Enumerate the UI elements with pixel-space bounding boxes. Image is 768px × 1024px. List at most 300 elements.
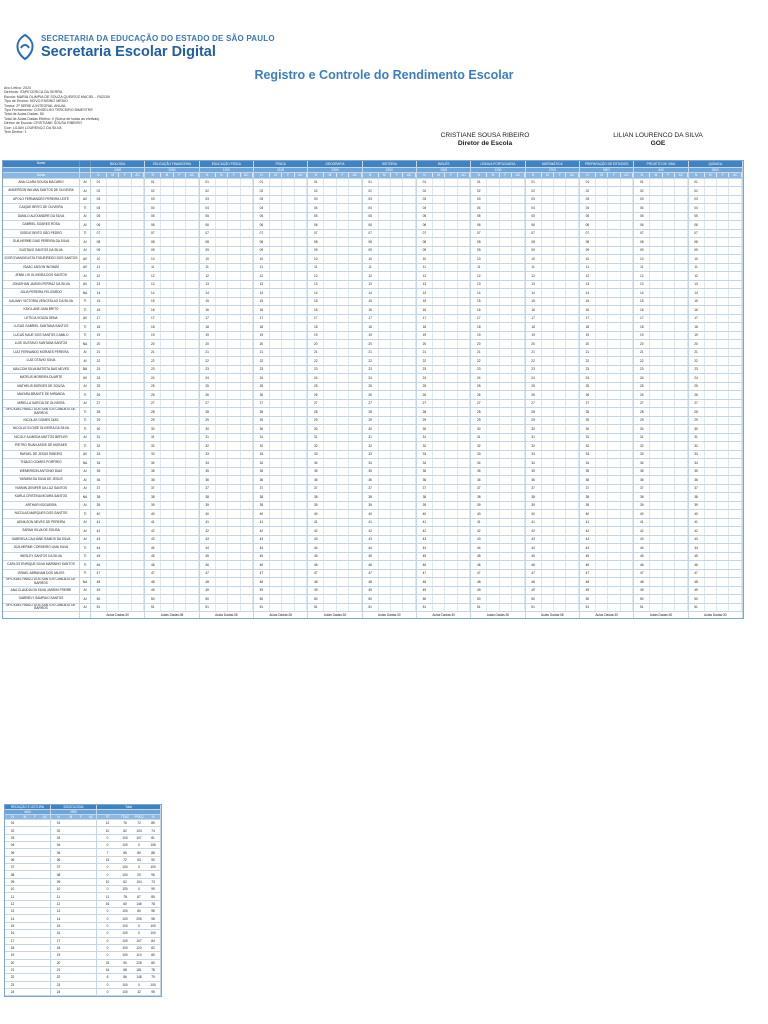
empty-cell xyxy=(391,536,403,544)
empty-cell xyxy=(487,391,499,399)
empty-cell xyxy=(403,425,415,433)
grade-cell xyxy=(145,213,199,221)
empty-cell xyxy=(241,400,253,408)
student-number: 47 xyxy=(526,570,542,578)
empty-cell xyxy=(161,357,173,365)
empty-cell xyxy=(119,553,131,561)
student-number: 35 xyxy=(200,468,216,476)
student-number: 37 xyxy=(634,485,650,493)
total-tf: 16 xyxy=(105,968,110,973)
total-tf: 11 xyxy=(105,894,110,899)
empty-cell xyxy=(403,434,415,442)
empty-cell xyxy=(445,213,457,221)
empty-cell xyxy=(270,485,282,493)
empty-cell xyxy=(675,561,687,569)
empty-cell xyxy=(608,179,620,187)
grade-cell xyxy=(91,306,145,314)
grade-cell xyxy=(471,383,525,391)
grade-cell xyxy=(308,434,362,442)
empty-cell xyxy=(650,196,662,204)
grade-cell xyxy=(254,391,308,399)
empty-cell xyxy=(663,595,675,603)
empty-cell xyxy=(282,561,294,569)
grade-cell xyxy=(471,553,525,561)
empty-cell xyxy=(295,510,307,518)
empty-cell xyxy=(705,417,717,425)
table-row xyxy=(3,595,743,604)
empty-cell xyxy=(270,374,282,382)
grade-cell xyxy=(471,221,525,229)
empty-cell xyxy=(282,187,294,195)
student-number: 18 xyxy=(363,323,379,331)
empty-cell xyxy=(40,879,50,885)
empty-cell xyxy=(132,408,144,416)
table-row xyxy=(3,306,743,315)
total-freq: 63 xyxy=(137,857,141,862)
student-number: 03 xyxy=(363,196,379,204)
student-number: 34 xyxy=(417,459,433,467)
grade-cell xyxy=(363,340,417,348)
student-number: 23 xyxy=(634,366,650,374)
empty-cell xyxy=(107,391,119,399)
grade-cell xyxy=(91,374,145,382)
empty-cell xyxy=(566,595,578,603)
student-number: 27 xyxy=(417,400,433,408)
empty-cell xyxy=(717,323,729,331)
empty-cell xyxy=(174,595,186,603)
empty-cell xyxy=(282,221,294,229)
empty-cell xyxy=(675,196,687,204)
student-type: TI xyxy=(80,425,91,433)
student-number: 15 xyxy=(689,298,705,306)
empty-cell xyxy=(391,264,403,272)
empty-cell xyxy=(705,264,717,272)
grade-cell xyxy=(689,221,743,229)
empty-cell xyxy=(174,553,186,561)
empty-cell xyxy=(554,332,566,340)
total-freq: 104 xyxy=(136,828,142,833)
empty-cell xyxy=(596,468,608,476)
empty-cell xyxy=(349,468,361,476)
empty-cell xyxy=(608,442,620,450)
empty-cell xyxy=(500,570,512,578)
empty-cell xyxy=(487,442,499,450)
empty-cell xyxy=(337,425,349,433)
empty-cell xyxy=(433,519,445,527)
empty-cell xyxy=(119,442,131,450)
empty-cell xyxy=(621,417,633,425)
grade-cell xyxy=(254,315,308,323)
student-number: 12 xyxy=(200,272,216,280)
empty-cell xyxy=(663,493,675,501)
empty-cell xyxy=(433,434,445,442)
student-number: 21 xyxy=(91,349,107,357)
summary-total xyxy=(97,923,161,929)
empty-cell xyxy=(458,383,470,391)
empty-cell xyxy=(566,400,578,408)
student-number: 30 xyxy=(634,425,650,433)
student-number: 07 xyxy=(200,230,216,238)
grade-cell xyxy=(689,213,743,221)
empty-cell xyxy=(542,442,554,450)
empty-cell xyxy=(445,332,457,340)
grade-cell xyxy=(634,527,688,535)
empty-cell xyxy=(86,871,96,877)
empty-cell xyxy=(608,417,620,425)
empty-cell xyxy=(675,493,687,501)
grade-cell xyxy=(689,561,743,569)
empty-cell xyxy=(161,272,173,280)
grade-cell xyxy=(363,527,417,535)
grade-cell xyxy=(254,221,308,229)
empty-cell xyxy=(596,451,608,459)
student-number: 43 xyxy=(526,536,542,544)
empty-cell xyxy=(621,391,633,399)
empty-cell xyxy=(119,238,131,246)
empty-cell xyxy=(717,459,729,467)
empty-cell xyxy=(663,468,675,476)
empty-cell xyxy=(241,459,253,467)
empty-cell xyxy=(717,374,729,382)
empty-cell xyxy=(40,908,50,914)
summary-total xyxy=(97,893,161,899)
student-number: 26 xyxy=(363,391,379,399)
empty-cell xyxy=(216,519,228,527)
grade-cell xyxy=(417,425,471,433)
student-number: 38 xyxy=(363,493,379,501)
student-number: 09 xyxy=(91,247,107,255)
student-name: LUIS GUSTAVO SANTANA SANTOS xyxy=(3,340,80,348)
empty-cell xyxy=(621,213,633,221)
grade-cell xyxy=(634,221,688,229)
empty-cell xyxy=(554,493,566,501)
subject-code: 440 xyxy=(634,168,688,173)
student-name: CARLOS ENRIQUE SILVA MARINHO SANTOS xyxy=(3,561,80,569)
empty-cell xyxy=(445,238,457,246)
student-number: 31 xyxy=(580,434,596,442)
grade-cell xyxy=(363,519,417,527)
empty-cell xyxy=(500,298,512,306)
empty-cell xyxy=(554,187,566,195)
student-number: 51 xyxy=(526,604,542,612)
grade-cell xyxy=(254,442,308,450)
grade-cell xyxy=(471,459,525,467)
empty-cell xyxy=(458,400,470,408)
student-number: 36 xyxy=(526,476,542,484)
grade-cell xyxy=(308,391,362,399)
empty-cell xyxy=(349,332,361,340)
student-number: 17 xyxy=(580,315,596,323)
empty-cell xyxy=(566,493,578,501)
student-number: 09 xyxy=(254,247,270,255)
empty-cell xyxy=(650,187,662,195)
student-number: 49 xyxy=(308,587,324,595)
empty-cell xyxy=(500,247,512,255)
table-row xyxy=(3,553,743,562)
empty-cell xyxy=(186,357,198,365)
student-number: 28 xyxy=(200,408,216,416)
aulas-dadas: Aulas Dadas:08 xyxy=(200,612,254,618)
empty-cell xyxy=(554,264,566,272)
empty-cell xyxy=(216,391,228,399)
empty-cell xyxy=(324,527,336,535)
empty-cell xyxy=(379,578,391,586)
subcolumn-label: F xyxy=(337,173,349,177)
empty-cell xyxy=(566,221,578,229)
total-tfac: 72 xyxy=(123,857,127,862)
empty-cell xyxy=(512,442,524,450)
student-number: 28 xyxy=(254,408,270,416)
grade-cell xyxy=(689,238,743,246)
student-number: 49 xyxy=(580,587,596,595)
grade-cell xyxy=(363,264,417,272)
empty-cell xyxy=(729,519,741,527)
grade-cell xyxy=(254,366,308,374)
empty-cell xyxy=(30,827,40,833)
empty-cell xyxy=(186,544,198,552)
total-pct: 79 xyxy=(151,975,155,980)
student-type: AI xyxy=(80,179,91,187)
empty-cell xyxy=(241,451,253,459)
table-row xyxy=(3,230,743,239)
student-number: 40 xyxy=(471,510,487,518)
empty-cell xyxy=(596,315,608,323)
student-number: 36 xyxy=(580,476,596,484)
empty-cell xyxy=(717,587,729,595)
summary-group-code: 2900 xyxy=(51,810,97,814)
empty-cell xyxy=(132,374,144,382)
grade-cell xyxy=(145,196,199,204)
empty-cell xyxy=(608,315,620,323)
empty-cell xyxy=(445,519,457,527)
grade-cell xyxy=(689,451,743,459)
signature-role: GOE xyxy=(650,140,666,147)
summary-cell xyxy=(51,908,97,914)
empty-cell xyxy=(391,400,403,408)
empty-cell xyxy=(433,570,445,578)
empty-cell xyxy=(107,264,119,272)
student-number: 34 xyxy=(634,459,650,467)
empty-cell xyxy=(86,827,96,833)
grade-cell xyxy=(580,255,634,263)
empty-cell xyxy=(403,306,415,314)
grade-cell xyxy=(200,247,254,255)
empty-cell xyxy=(282,315,294,323)
grade-cell xyxy=(634,595,688,603)
empty-cell xyxy=(650,570,662,578)
grade-cell xyxy=(634,485,688,493)
grade-cell xyxy=(200,221,254,229)
empty-cell xyxy=(107,561,119,569)
empty-cell xyxy=(554,561,566,569)
grade-cell xyxy=(308,510,362,518)
summary-cell xyxy=(51,842,97,848)
grade-cell xyxy=(145,306,199,314)
grade-cell xyxy=(254,493,308,501)
summary-cell xyxy=(5,871,51,877)
student-number: 03 xyxy=(417,196,433,204)
empty-cell xyxy=(282,349,294,357)
empty-cell xyxy=(458,179,470,187)
empty-cell xyxy=(675,519,687,527)
empty-cell xyxy=(282,544,294,552)
empty-cell xyxy=(119,468,131,476)
student-number: 36 xyxy=(91,476,107,484)
empty-cell xyxy=(663,425,675,433)
empty-cell xyxy=(86,849,96,855)
empty-cell xyxy=(174,272,186,280)
empty-cell xyxy=(512,595,524,603)
column-header-subject: EDUCAÇÃO FÍSICA xyxy=(200,161,254,167)
summary-row xyxy=(5,960,161,967)
empty-cell xyxy=(379,391,391,399)
subject-subcolumns xyxy=(580,173,634,178)
empty-cell xyxy=(324,357,336,365)
student-number: 35 xyxy=(580,468,596,476)
empty-cell xyxy=(337,476,349,484)
empty-cell xyxy=(186,298,198,306)
empty-cell xyxy=(216,366,228,374)
empty-cell xyxy=(663,247,675,255)
grade-cell xyxy=(200,196,254,204)
student-number: 35 xyxy=(526,468,542,476)
grade-cell xyxy=(634,578,688,586)
empty-cell xyxy=(705,400,717,408)
empty-cell xyxy=(433,247,445,255)
grade-cell xyxy=(308,315,362,323)
grade-cell xyxy=(145,553,199,561)
empty-cell xyxy=(458,196,470,204)
empty-cell xyxy=(433,306,445,314)
empty-cell xyxy=(241,230,253,238)
empty-cell xyxy=(717,247,729,255)
empty-cell xyxy=(608,468,620,476)
empty-cell xyxy=(337,459,349,467)
empty-cell xyxy=(596,544,608,552)
empty-cell xyxy=(542,315,554,323)
empty-cell xyxy=(324,425,336,433)
summary-total xyxy=(97,820,161,826)
student-number: 44 xyxy=(363,544,379,552)
empty-cell xyxy=(119,400,131,408)
empty-cell xyxy=(566,281,578,289)
empty-cell xyxy=(174,502,186,510)
grade-cell xyxy=(91,315,145,323)
empty-cell xyxy=(445,196,457,204)
summary-cell xyxy=(51,989,97,995)
empty-cell xyxy=(566,247,578,255)
empty-cell xyxy=(174,519,186,527)
student-number: 48 xyxy=(363,578,379,586)
aulas-dadas: Aulas Dadas:08 xyxy=(526,612,580,618)
empty-cell xyxy=(729,510,741,518)
grade-cell xyxy=(145,459,199,467)
empty-cell xyxy=(675,425,687,433)
grade-cell xyxy=(254,587,308,595)
student-name: GABRIELY SAMPAIO SANTOS xyxy=(3,595,80,603)
student-number: 15 xyxy=(471,298,487,306)
empty-cell xyxy=(596,485,608,493)
signature-goe xyxy=(583,132,733,148)
student-number: 31 xyxy=(91,434,107,442)
empty-cell xyxy=(107,604,119,612)
empty-cell xyxy=(717,502,729,510)
grade-cell xyxy=(91,468,145,476)
student-number: 24 xyxy=(91,374,107,382)
total-freq: 146 xyxy=(136,901,142,906)
empty-cell xyxy=(608,451,620,459)
empty-cell xyxy=(663,587,675,595)
grade-cell xyxy=(145,544,199,552)
empty-cell xyxy=(663,323,675,331)
empty-cell xyxy=(228,519,240,527)
grade-cell xyxy=(580,544,634,552)
student-name: LUCAS GABRIEL SANTANA SANTOS xyxy=(3,323,80,331)
empty-cell xyxy=(705,306,717,314)
empty-cell xyxy=(174,400,186,408)
empty-cell xyxy=(107,417,119,425)
empty-cell xyxy=(241,179,253,187)
empty-cell xyxy=(132,247,144,255)
empty-cell xyxy=(554,281,566,289)
empty-cell xyxy=(621,306,633,314)
column-header-subject: INGLÊS xyxy=(417,161,471,167)
student-number: 37 xyxy=(689,485,705,493)
student-number: 17 xyxy=(363,315,379,323)
summary-total xyxy=(97,989,161,995)
total-freq: 80 xyxy=(137,909,141,914)
empty-cell xyxy=(30,960,40,966)
empty-cell xyxy=(282,434,294,442)
empty-cell xyxy=(66,974,76,980)
empty-cell xyxy=(324,289,336,297)
empty-cell xyxy=(542,604,554,612)
grade-cell xyxy=(254,298,308,306)
empty-cell xyxy=(663,281,675,289)
empty-cell xyxy=(675,179,687,187)
empty-cell xyxy=(487,595,499,603)
empty-cell xyxy=(295,221,307,229)
grade-cell xyxy=(689,289,743,297)
grade-cell xyxy=(145,417,199,425)
empty-cell xyxy=(675,272,687,280)
grade-cell xyxy=(308,400,362,408)
student-number: 05 xyxy=(417,213,433,221)
student-number: 41 xyxy=(417,519,433,527)
student-number: 04 xyxy=(56,843,61,848)
grade-cell xyxy=(145,519,199,527)
student-number: 48 xyxy=(689,578,705,586)
empty-cell xyxy=(675,502,687,510)
empty-cell xyxy=(445,247,457,255)
empty-cell xyxy=(542,417,554,425)
empty-cell xyxy=(20,982,30,988)
subcolumn-label: F xyxy=(608,173,620,177)
empty-cell xyxy=(458,502,470,510)
sp-crest-icon xyxy=(14,34,36,60)
grade-cell xyxy=(308,502,362,510)
empty-cell xyxy=(270,349,282,357)
empty-cell xyxy=(391,255,403,263)
empty-cell xyxy=(270,553,282,561)
empty-cell xyxy=(729,281,741,289)
grade-cell xyxy=(200,442,254,450)
empty-cell xyxy=(500,587,512,595)
student-number: 23 xyxy=(308,366,324,374)
total-tfac: 100 xyxy=(122,909,128,914)
empty-cell xyxy=(705,221,717,229)
empty-cell xyxy=(119,510,131,518)
